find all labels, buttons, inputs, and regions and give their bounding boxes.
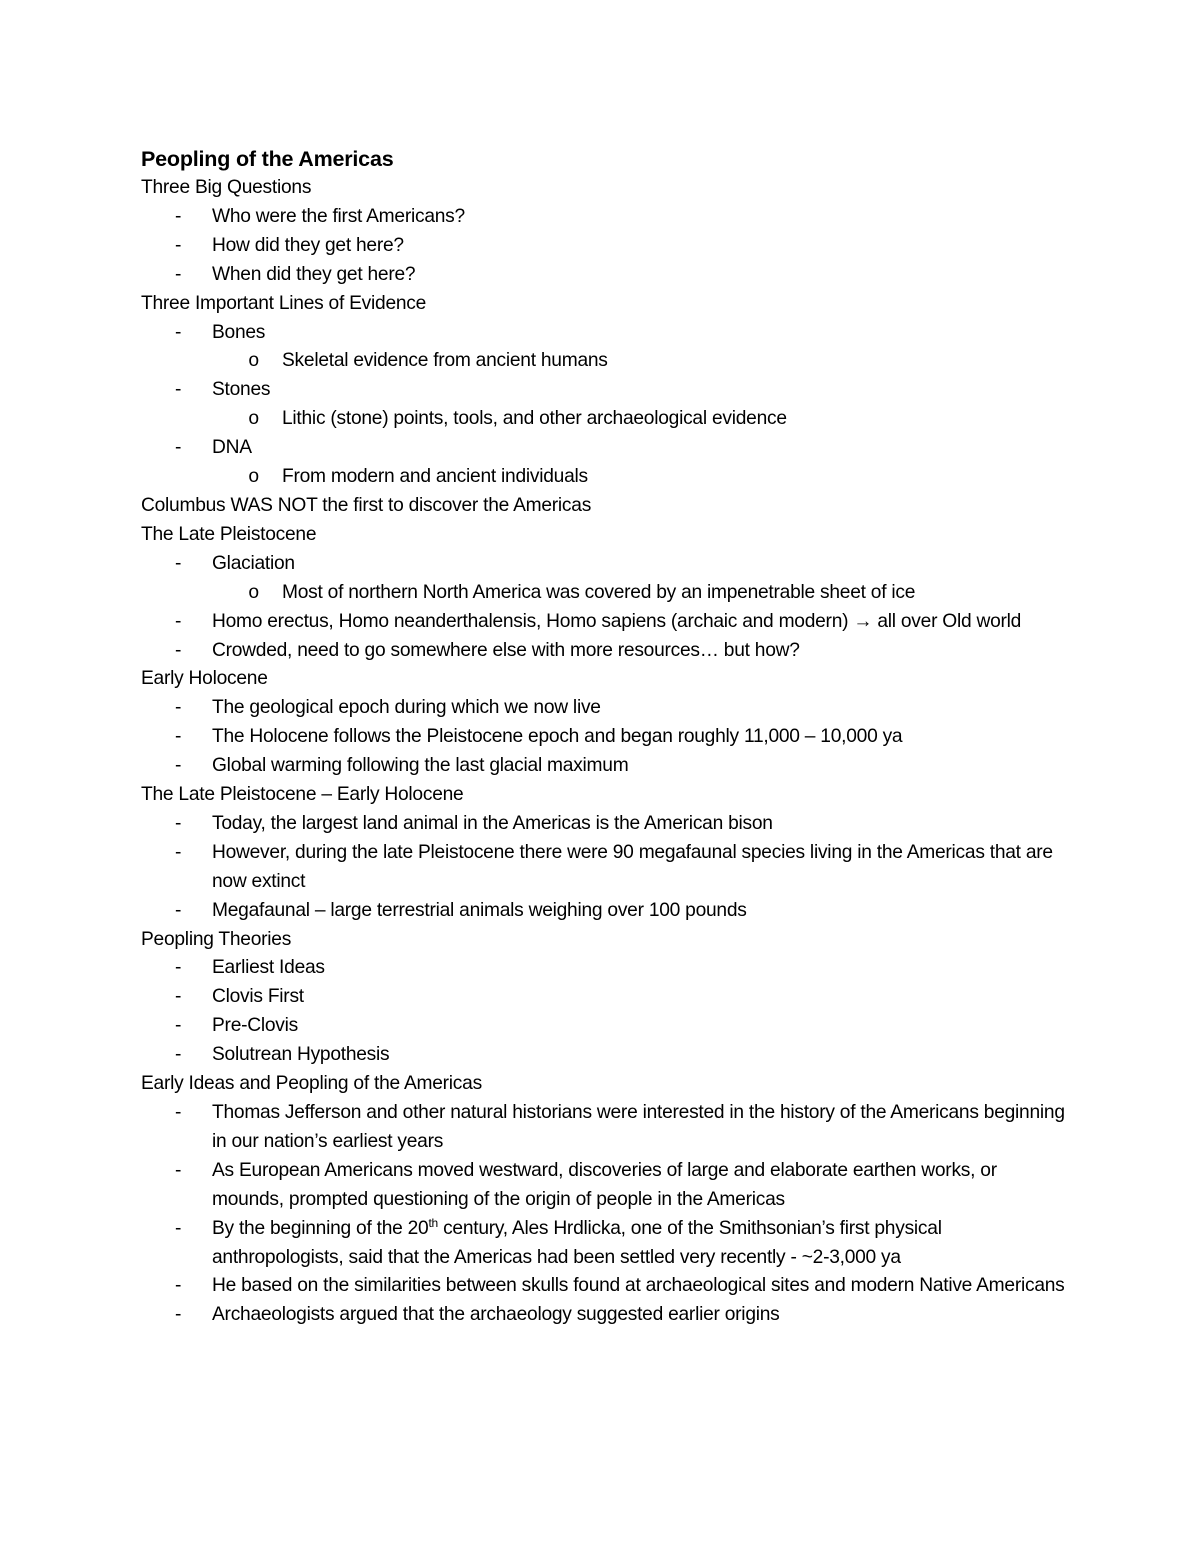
list-item (141, 261, 1071, 290)
list-item-text: The geological epoch during which we now live (212, 697, 601, 719)
list-item-text: How did they get here? (212, 234, 404, 256)
sub-list-item-text: From modern and ancient individuals (282, 466, 588, 488)
circle-bullet: o (248, 408, 260, 431)
dash-bullet: - (175, 321, 182, 343)
dash-bullet: - (175, 957, 182, 979)
list-item (141, 434, 1071, 463)
superscript: th (428, 1215, 438, 1230)
list-item (141, 839, 1071, 897)
list-item (141, 1272, 1071, 1301)
section-heading: Three Important Lines of Evidence (141, 292, 427, 314)
sub-list-item (141, 463, 1071, 492)
list-item-text: Megafaunal – large terrestrial animals weighing over 100 pounds (212, 899, 747, 921)
list-item (141, 1157, 1071, 1215)
list-item-text: He based on the similarities between skulls found at archaeological sites and modern Native Americans (212, 1275, 1065, 1297)
section-heading: Three Big Questions (141, 177, 312, 198)
list-item-text: Stones (212, 379, 271, 401)
dash-bullet: - (175, 437, 182, 459)
list-item-text: By the beginning of the 20th century, Ales Hrdlicka, one of the Smithsonian’s first physical anthropologists, said that the Americas had been settled very recently - ~2-3,000 ya (212, 1215, 942, 1268)
list-item-text: Clovis First (212, 986, 304, 1008)
list-item (141, 637, 1071, 666)
dash-bullet: - (175, 1159, 182, 1181)
list-item (141, 1041, 1071, 1070)
dash-bullet: - (175, 1217, 182, 1239)
list-item (141, 319, 1071, 348)
list-item-text: Solutrean Hypothesis (212, 1044, 390, 1066)
section-heading: Peopling Theories (141, 928, 292, 950)
list-item (141, 1099, 1071, 1157)
list-item (141, 1215, 1071, 1273)
list-item-text: DNA (212, 437, 252, 459)
circle-bullet: o (248, 581, 260, 604)
list-item-text: Archaeologists argued that the archaeology suggested earlier origins (212, 1304, 780, 1326)
dash-bullet: - (175, 610, 182, 632)
section-heading: The Late Pleistocene – Early Holocene (141, 784, 464, 806)
list-item-text: Glaciation (212, 552, 295, 574)
dash-bullet: - (175, 1275, 182, 1297)
list-item-text: Today, the largest land animal in the Americas is the American bison (212, 812, 773, 834)
list-item-text: As European Americans moved westward, discoveries of large and elaborate earthen works, or mounds, prompted questioning of the origin of people in the Americas (212, 1159, 997, 1210)
dash-bullet: - (175, 1304, 182, 1326)
list-item (141, 550, 1071, 579)
list-item (141, 897, 1071, 926)
document-body (141, 174, 1071, 1330)
list-item (141, 694, 1071, 723)
list-item (141, 376, 1071, 405)
list-item (141, 203, 1071, 232)
list-item (141, 232, 1071, 261)
list-item (141, 752, 1071, 781)
dash-bullet: - (175, 1044, 182, 1066)
dash-bullet: - (175, 755, 182, 777)
circle-bullet: o (248, 350, 260, 373)
list-item-text: Who were the first Americans? (212, 205, 465, 227)
list-item-text: Crowded, need to go somewhere else with more resources… but how? (212, 639, 800, 661)
dash-bullet: - (175, 812, 182, 834)
sub-list-item (141, 579, 1071, 608)
list-item-text: Global warming following the last glacial maximum (212, 755, 629, 777)
dash-bullet: - (175, 263, 182, 285)
list-item-text: Earliest Ideas (212, 957, 325, 979)
sub-list-item (141, 347, 1071, 376)
list-item (141, 983, 1071, 1012)
section-heading: Early Ideas and Peopling of the Americas (141, 1073, 482, 1095)
section-heading: Early Holocene (141, 668, 268, 690)
dash-bullet: - (175, 1102, 182, 1123)
section-heading: The Late Pleistocene (141, 523, 317, 545)
dash-bullet: - (175, 841, 182, 863)
list-item-text: Pre-Clovis (212, 1015, 298, 1037)
list-item-text: Homo erectus, Homo neanderthalensis, Homo sapiens (archaic and modern) → all over Old world (212, 610, 1022, 632)
sub-list-item (141, 405, 1071, 434)
list-item (141, 810, 1071, 839)
document-page (141, 144, 1071, 1330)
dash-bullet: - (175, 899, 182, 921)
dash-bullet: - (175, 986, 182, 1008)
dash-bullet: - (175, 552, 182, 574)
dash-bullet: - (175, 234, 182, 256)
list-item (141, 1012, 1071, 1041)
list-item (141, 723, 1071, 752)
dash-bullet: - (175, 1015, 182, 1037)
dash-bullet: - (175, 205, 182, 227)
section-heading: Columbus WAS NOT the first to discover the Americas (141, 494, 592, 516)
dash-bullet: - (175, 639, 182, 661)
list-item (141, 608, 1071, 637)
list-item-text: However, during the late Pleistocene there were 90 megafaunal species living in the Americas that are now extinct (212, 841, 1053, 892)
sub-list-item-text: Lithic (stone) points, tools, and other archaeological evidence (282, 408, 787, 430)
list-item-text: The Holocene follows the Pleistocene epoch and began roughly 11,000 – 10,000 ya (212, 726, 903, 748)
list-item-text: Thomas Jefferson and other natural historians were interested in the history of the Americans beginning in our nation’s earliest years (212, 1102, 1065, 1152)
sub-list-item-text: Most of northern North America was covered by an impenetrable sheet of ice (282, 581, 916, 603)
sub-list-item-text: Skeletal evidence from ancient humans (282, 350, 608, 372)
circle-bullet: o (248, 466, 260, 489)
list-item (141, 954, 1071, 983)
list-item-text: Bones (212, 321, 266, 343)
dash-bullet: - (175, 379, 182, 401)
dash-bullet: - (175, 697, 182, 719)
document-title: Peopling of the Americas (141, 147, 394, 171)
list-item (141, 1301, 1071, 1330)
dash-bullet: - (175, 726, 182, 748)
list-item-text: When did they get here? (212, 263, 416, 285)
